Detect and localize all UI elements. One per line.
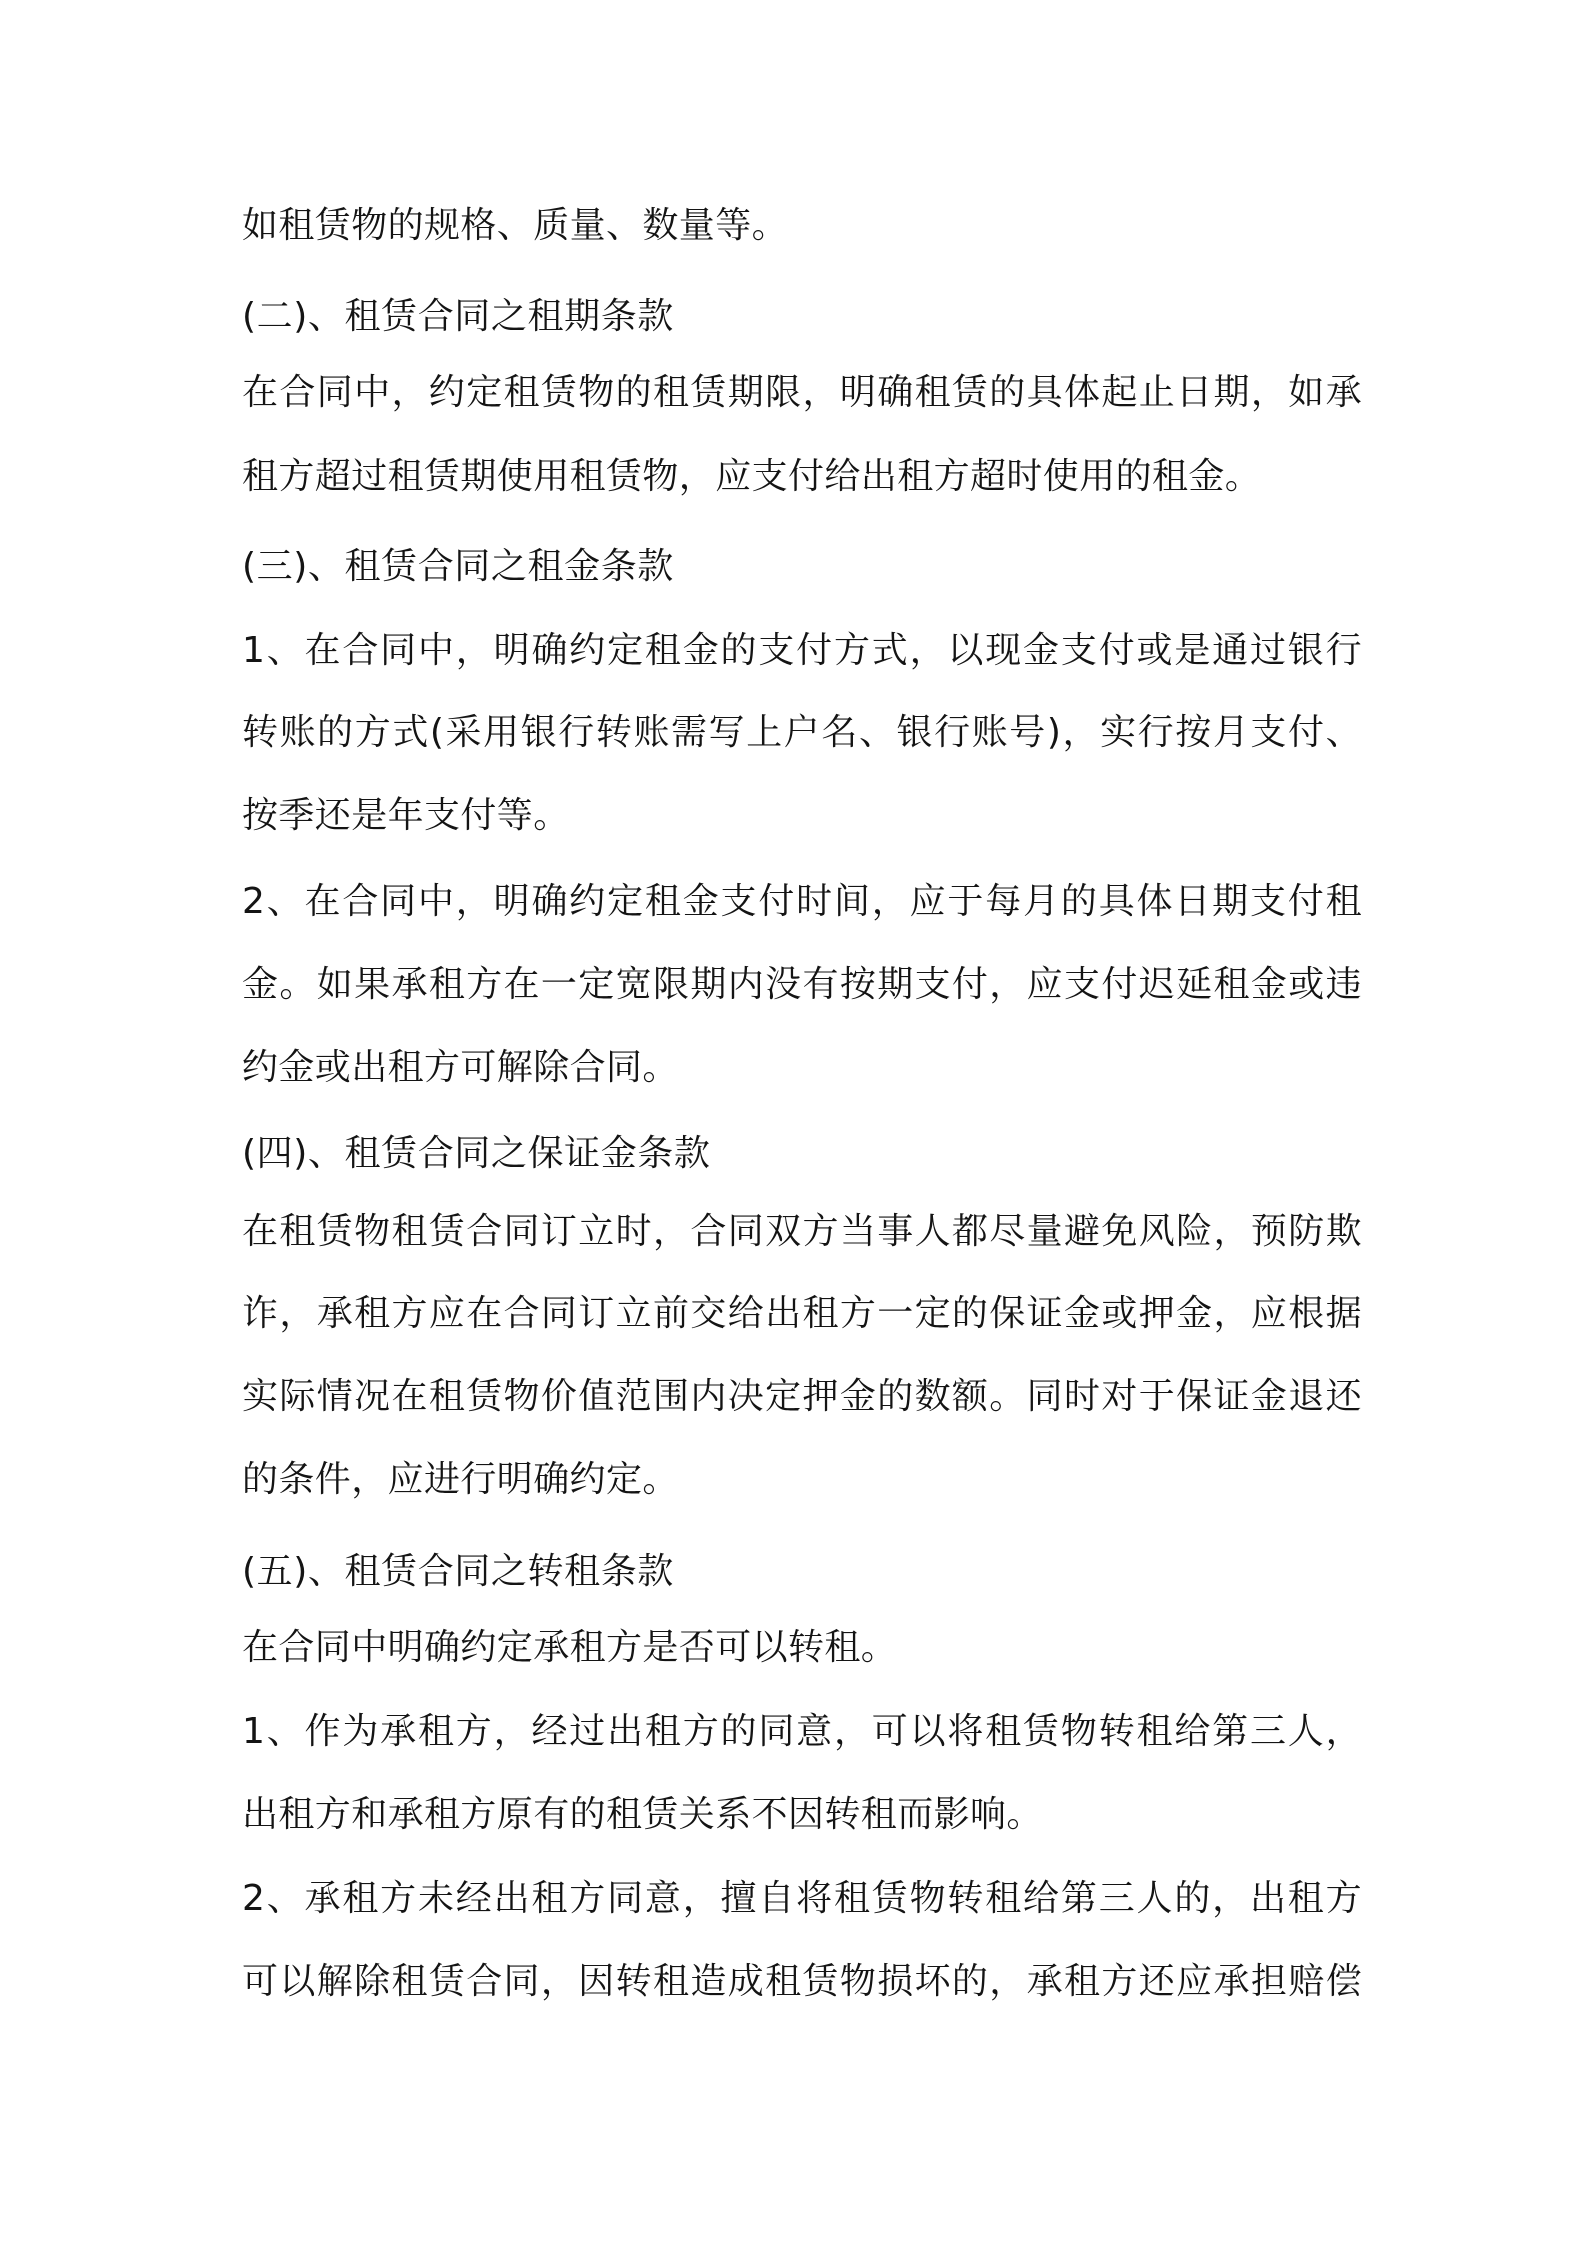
text-line: 实际情况在租赁物价值范围内决定押金的数额。同时对于保证金退还 xyxy=(242,1376,1362,1417)
section-heading: (四)、租赁合同之保证金条款 xyxy=(242,1133,711,1174)
text-line: 出租方和承租方原有的租赁关系不因转租而影响。 xyxy=(242,1794,1043,1835)
text-line: 在合同中明确约定承租方是否可以转租。 xyxy=(242,1627,898,1668)
text-line: 在租赁物租赁合同订立时，合同双方当事人都尽量避免风险，预防欺 xyxy=(242,1211,1362,1252)
text-line: 2、在合同中，明确约定租金支付时间，应于每月的具体日期支付租 xyxy=(242,881,1362,922)
text-line: 1、作为承租方，经过出租方的同意，可以将租赁物转租给第三人， xyxy=(242,1711,1362,1752)
section-heading: (五)、租赁合同之转租条款 xyxy=(242,1551,674,1592)
text-line: 金。如果承租方在一定宽限期内没有按期支付，应支付迟延租金或违 xyxy=(242,964,1362,1005)
text-line: 如租赁物的规格、质量、数量等。 xyxy=(242,205,789,246)
text-line: 2、承租方未经出租方同意，擅自将租赁物转租给第三人的，出租方 xyxy=(242,1878,1362,1919)
text-line: 按季还是年支付等。 xyxy=(242,795,570,836)
section-heading: (二)、租赁合同之租期条款 xyxy=(242,296,674,337)
section-heading: (三)、租赁合同之租金条款 xyxy=(242,546,674,587)
text-line: 诈，承租方应在合同订立前交给出租方一定的保证金或押金，应根据 xyxy=(242,1293,1362,1334)
text-line: 的条件，应进行明确约定。 xyxy=(242,1459,679,1500)
text-line: 1、在合同中，明确约定租金的支付方式，以现金支付或是通过银行 xyxy=(242,630,1362,671)
text-line: 可以解除租赁合同，因转租造成租赁物损坏的，承租方还应承担赔偿 xyxy=(242,1961,1362,2002)
text-line: 约金或出租方可解除合同。 xyxy=(242,1047,679,1088)
text-line: 租方超过租赁期使用租赁物，应支付给出租方超时使用的租金。 xyxy=(242,456,1262,497)
text-line: 转账的方式(采用银行转账需写上户名、银行账号)，实行按月支付、 xyxy=(242,712,1362,753)
text-line: 在合同中，约定租赁物的租赁期限，明确租赁的具体起止日期，如承 xyxy=(242,372,1362,413)
